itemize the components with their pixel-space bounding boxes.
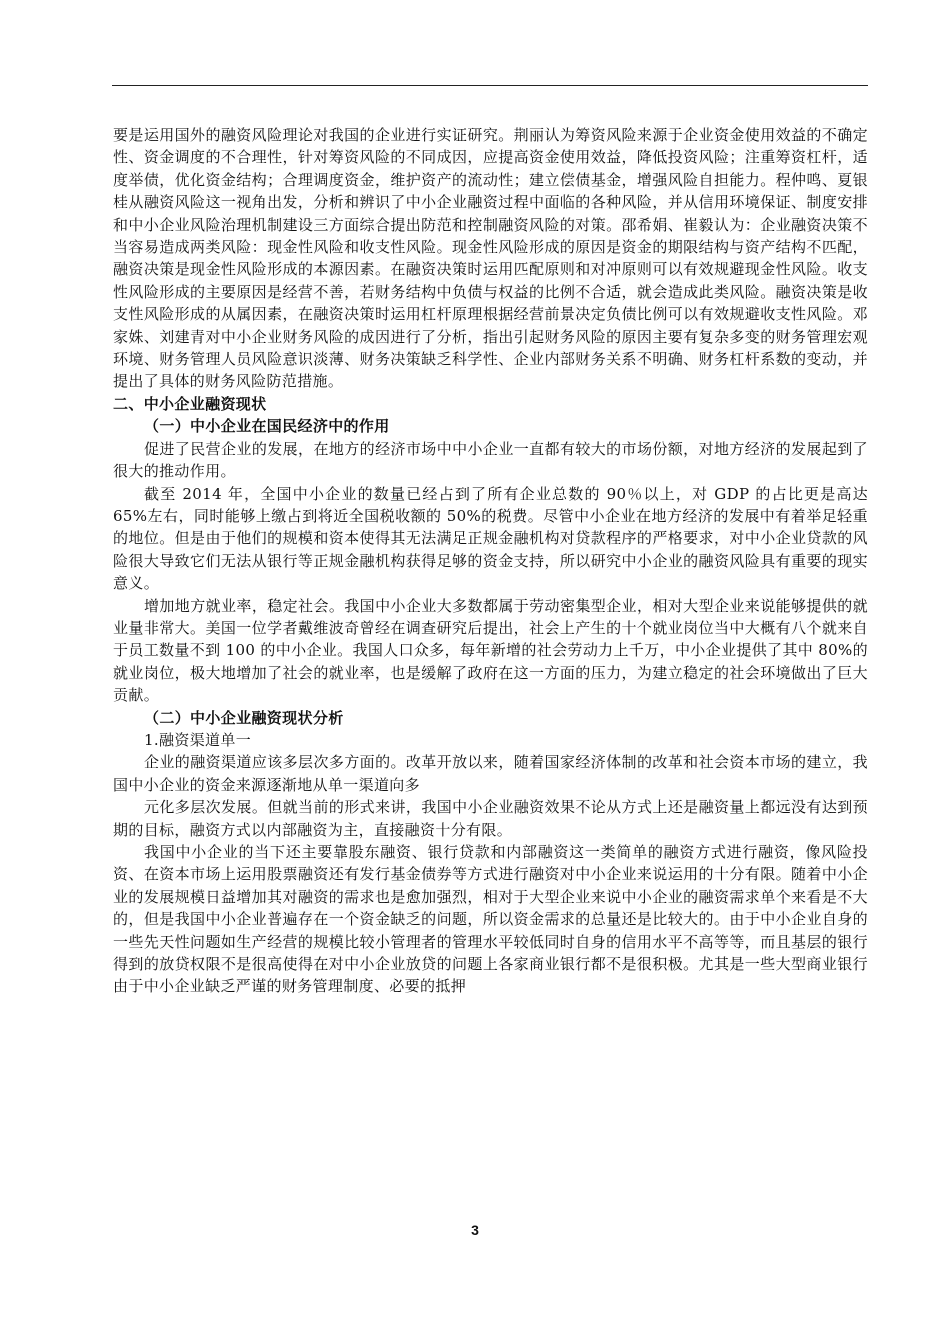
paragraph-channels: 企业的融资渠道应该多层次多方面的。改革开放以来，随着国家经济体制的改革和社会资本市场的建立，我国中小企业的资金来源逐渐地从单一渠道向多 bbox=[113, 753, 868, 794]
document-body bbox=[113, 124, 868, 998]
subsection-heading-role: （一）中小企业在国民经济中的作用 bbox=[144, 417, 390, 436]
page-number: 3 bbox=[471, 1222, 479, 1238]
section-heading: 二、中小企业融资现状 bbox=[113, 394, 267, 413]
paragraph-employment: 增加地方就业率，稳定社会。我国中小企业大多数都属于劳动密集型企业，相对大型企业来说能够提供的就业量非常大。美国一位学者戴维波奇曾经在调查研究后提出，社会上产生的十个就业岗位当中大概有八个就来自于员工数量不到 100 的中小企业。我国人口众多，每年新增的社会劳动力上千万，中小企业提供了其中 80%的就业岗位，极大地增加了社会的就业率，也是缓解了政府在这一方面的压力，为建立稳定的社会环境做出了巨大贡献。 bbox=[113, 596, 868, 705]
paragraph-financing-methods: 我国中小企业的当下还主要靠股东融资、银行贷款和内部融资这一类简单的融资方式进行融资，像风险投资、在资本市场上运用股票融资还有发行基金债券等方式进行融资对中小企业来说运用的十分有限。随着中小企业的发展规模日益增加其对融资的需求也是愈加强烈，相对于大型企业来说中小企业的融资需求单个来看是不大的，但是我国中小企业普遍存在一个资金缺乏的问题，所以资金需求的总量还是比较大的。由于中小企业自身的一些先天性问题如生产经营的规模比较小管理者的管理水平较低同时自身的信用水平不高等等，而且基层的银行得到的放贷权限不是很高使得在对中小企业放贷的问题上各家商业银行都不是很积极。尤其是一些大型商业银行由于中小企业缺乏严谨的财务管理制度、必要的抵押 bbox=[113, 843, 868, 996]
paragraph-statistics: 截至 2014 年，全国中小企业的数量已经占到了所有企业总数的 90％以上，对 GDP 的占比更是高达 65%左右，同时能够上缴占到将近全国税收额的 50%的税费。尽管中小企业在地方经济的发展中有着举足轻重的地位。但是由于他们的规模和资本使得其无法满足正规金融机构对贷款程序的严格要求，对中小企业贷款的风险很大导致它们无法从银行等正规金融机构获得足够的资金支持，所以研究中小企业的融资风险具有重要的现实意义。 bbox=[113, 484, 868, 593]
paragraph-diversification: 元化多层次发展。但就当前的形式来讲，我国中小企业融资效果不论从方式上还是融资量上都远没有达到预期的目标，融资方式以内部融资为主，直接融资十分有限。 bbox=[113, 798, 868, 839]
subsection-heading-analysis: （二）中小企业融资现状分析 bbox=[144, 708, 344, 727]
paragraph-literature-review: 要是运用国外的融资风险理论对我国的企业进行实证研究。荆丽认为筹资风险来源于企业资金使用效益的不确定性、资金调度的不合理性，针对筹资风险的不同成因，应提高资金使用效益，降低投资风险；注重筹资杠杆，适度举债，优化资金结构；合理调度资金，维护资产的流动性；建立偿债基金，增强风险自担能力。程仲鸣、夏银桂从融资风险这一视角出发，分析和辨识了中小企业融资过程中面临的各种风险，并从信用环境保证、制度安排和中小企业风险治理机制建设三方面综合提出防范和控制融资风险的对策。邵希娟、崔毅认为：企业融资决策不当容易造成两类风险：现金性风险和收支性风险。现金性风险形成的原因是资金的期限结构与资产结构不匹配，融资决策是现金性风险形成的本源因素。在融资决策时运用匹配原则和对冲原则可以有效规避现金性风险。收支性风险形成的主要原因是经营不善，若财务结构中负债与权益的比例不合适，就会造成此类风险。融资决策是收支性风险形成的从属因素，在融资决策时运用杠杆原理根据经营前景决定负债比例可以有效规避收支性风险。邓家姝、刘建青对中小企业财务风险的成因进行了分析，指出引起财务风险的原因主要有复杂多变的财务管理宏观环境、财务管理人员风险意识淡薄、财务决策缺乏科学性、企业内部财务关系不明确、财务杠杆系数的变动，并提出了具体的财务风险防范措施。 bbox=[113, 126, 868, 391]
list-item-single-channel: 1.融资渠道单一 bbox=[144, 730, 252, 749]
header-rule bbox=[112, 85, 868, 86]
paragraph-private-enterprise: 促进了民营企业的发展，在地方的经济市场中中小企业一直都有较大的市场份额，对地方经济的发展起到了很大的推动作用。 bbox=[113, 439, 868, 481]
